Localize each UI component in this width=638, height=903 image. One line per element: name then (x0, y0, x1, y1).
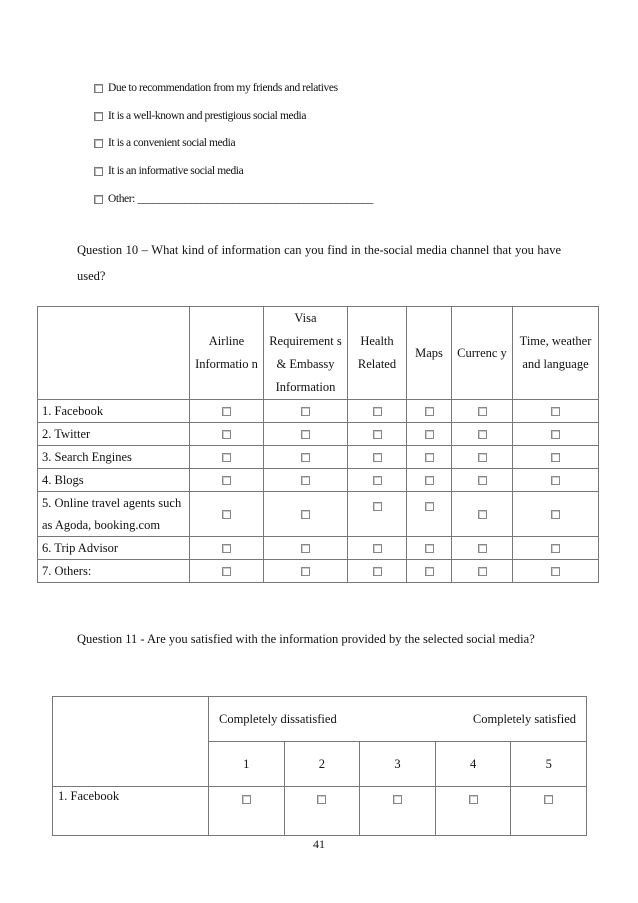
checkbox-icon[interactable] (551, 476, 560, 485)
checkbox-icon[interactable] (301, 453, 310, 462)
checkbox-icon[interactable] (373, 407, 382, 416)
table-row (38, 537, 599, 560)
option-convenient[interactable] (94, 137, 235, 149)
question-10: Question 10 – What kind of information can you find in the-social media channel that you have used? (77, 243, 561, 283)
checkbox-icon[interactable] (551, 510, 560, 519)
row-label: 4. Blogs (38, 469, 190, 492)
checkbox-icon[interactable] (393, 795, 402, 804)
checkbox-icon[interactable] (478, 567, 487, 576)
checkbox-icon[interactable] (373, 567, 382, 576)
checkbox-icon[interactable] (222, 453, 231, 462)
header-currency: Currenc y (452, 307, 513, 400)
checkbox-icon[interactable] (478, 407, 487, 416)
table-row (38, 400, 599, 423)
row-label: 5. Online travel agents such as Agoda, booking.com (38, 492, 190, 537)
header-maps: Maps (407, 307, 452, 400)
header-health: Health Related (348, 307, 407, 400)
checkbox-icon[interactable] (551, 544, 560, 553)
table-row (38, 469, 599, 492)
option-label: It is an informative social media (108, 165, 244, 177)
question-11: Question 11 - Are you satisfied with the information provided by the selected social media? (77, 632, 535, 646)
table-row (38, 560, 599, 583)
checkbox-icon[interactable] (551, 430, 560, 439)
checkbox-icon[interactable] (301, 476, 310, 485)
checkbox-icon[interactable] (301, 544, 310, 553)
scale-1: 1 (209, 742, 285, 787)
option-label: Due to recommendation from my friends and relatives (108, 82, 338, 94)
checkbox-icon[interactable] (222, 567, 231, 576)
checkbox-icon[interactable] (469, 795, 478, 804)
satisfied-label: Completely satisfied (472, 711, 576, 726)
checkbox-icon[interactable] (425, 430, 434, 439)
row-label: 3. Search Engines (38, 446, 190, 469)
checkbox-icon[interactable] (373, 476, 382, 485)
header-airline: Airline Informatio n (190, 307, 264, 400)
checkbox-icon[interactable] (478, 510, 487, 519)
table-header-row (38, 307, 599, 400)
checkbox-icon[interactable] (425, 567, 434, 576)
checkbox-icon[interactable] (222, 544, 231, 553)
dissatisfied-label: Completely dissatisfied (219, 711, 337, 726)
checkbox-icon[interactable] (478, 453, 487, 462)
checkbox-icon[interactable] (222, 510, 231, 519)
checkbox-icon[interactable] (94, 139, 103, 148)
row-label: 2. Twitter (38, 423, 190, 446)
option-label: Other: ____________________________________________ (108, 193, 373, 205)
checkbox-icon[interactable] (317, 795, 326, 804)
checkbox-icon[interactable] (222, 430, 231, 439)
scale-5: 5 (511, 742, 587, 787)
checkbox-icon[interactable] (478, 430, 487, 439)
checkbox-icon[interactable] (551, 567, 560, 576)
checkbox-icon[interactable] (478, 544, 487, 553)
checkbox-icon[interactable] (301, 407, 310, 416)
checkbox-icon[interactable] (301, 510, 310, 519)
checkbox-icon[interactable] (373, 502, 382, 511)
scale-3: 3 (360, 742, 436, 787)
checkbox-icon[interactable] (551, 453, 560, 462)
checkbox-icon[interactable] (94, 195, 103, 204)
option-other[interactable] (94, 193, 373, 205)
checkbox-icon[interactable] (544, 795, 553, 804)
header-visa: Visa Requirement s & Embassy Information (264, 307, 348, 400)
table-row (38, 423, 599, 446)
checkbox-icon[interactable] (301, 430, 310, 439)
table-row (38, 446, 599, 469)
page-number: 41 (313, 837, 325, 851)
scale-4: 4 (435, 742, 511, 787)
scale-labels (209, 697, 587, 742)
option-recommendation[interactable] (94, 82, 338, 94)
checkbox-icon[interactable] (425, 502, 434, 511)
header-time-weather: Time, weather and language (513, 307, 599, 400)
checkbox-icon[interactable] (425, 407, 434, 416)
option-label: It is a well-known and prestigious social media (108, 110, 307, 122)
checkbox-icon[interactable] (94, 167, 103, 176)
checkbox-icon[interactable] (478, 476, 487, 485)
checkbox-icon[interactable] (222, 476, 231, 485)
option-label: It is a convenient social media (108, 137, 236, 149)
option-informative[interactable] (94, 165, 243, 177)
row-label: 1. Facebook (53, 787, 209, 836)
checkbox-icon[interactable] (425, 453, 434, 462)
checkbox-icon[interactable] (425, 544, 434, 553)
checkbox-icon[interactable] (94, 84, 103, 93)
row-label: 7. Others: (38, 560, 190, 583)
header-empty (38, 307, 190, 400)
option-well-known[interactable] (94, 110, 306, 122)
table-row (53, 787, 587, 836)
info-type-table (37, 306, 599, 583)
checkbox-icon[interactable] (373, 544, 382, 553)
row-label: 6. Trip Advisor (38, 537, 190, 560)
scale-label-row (53, 697, 587, 742)
header-empty (53, 697, 209, 787)
table-row (38, 492, 599, 537)
checkbox-icon[interactable] (373, 453, 382, 462)
checkbox-icon[interactable] (373, 430, 382, 439)
checkbox-icon[interactable] (425, 476, 434, 485)
checkbox-icon[interactable] (94, 112, 103, 121)
checkbox-icon[interactable] (301, 567, 310, 576)
row-label: 1. Facebook (38, 400, 190, 423)
checkbox-icon[interactable] (551, 407, 560, 416)
scale-2: 2 (284, 742, 360, 787)
satisfaction-table (52, 696, 587, 836)
checkbox-icon[interactable] (242, 795, 251, 804)
checkbox-icon[interactable] (222, 407, 231, 416)
